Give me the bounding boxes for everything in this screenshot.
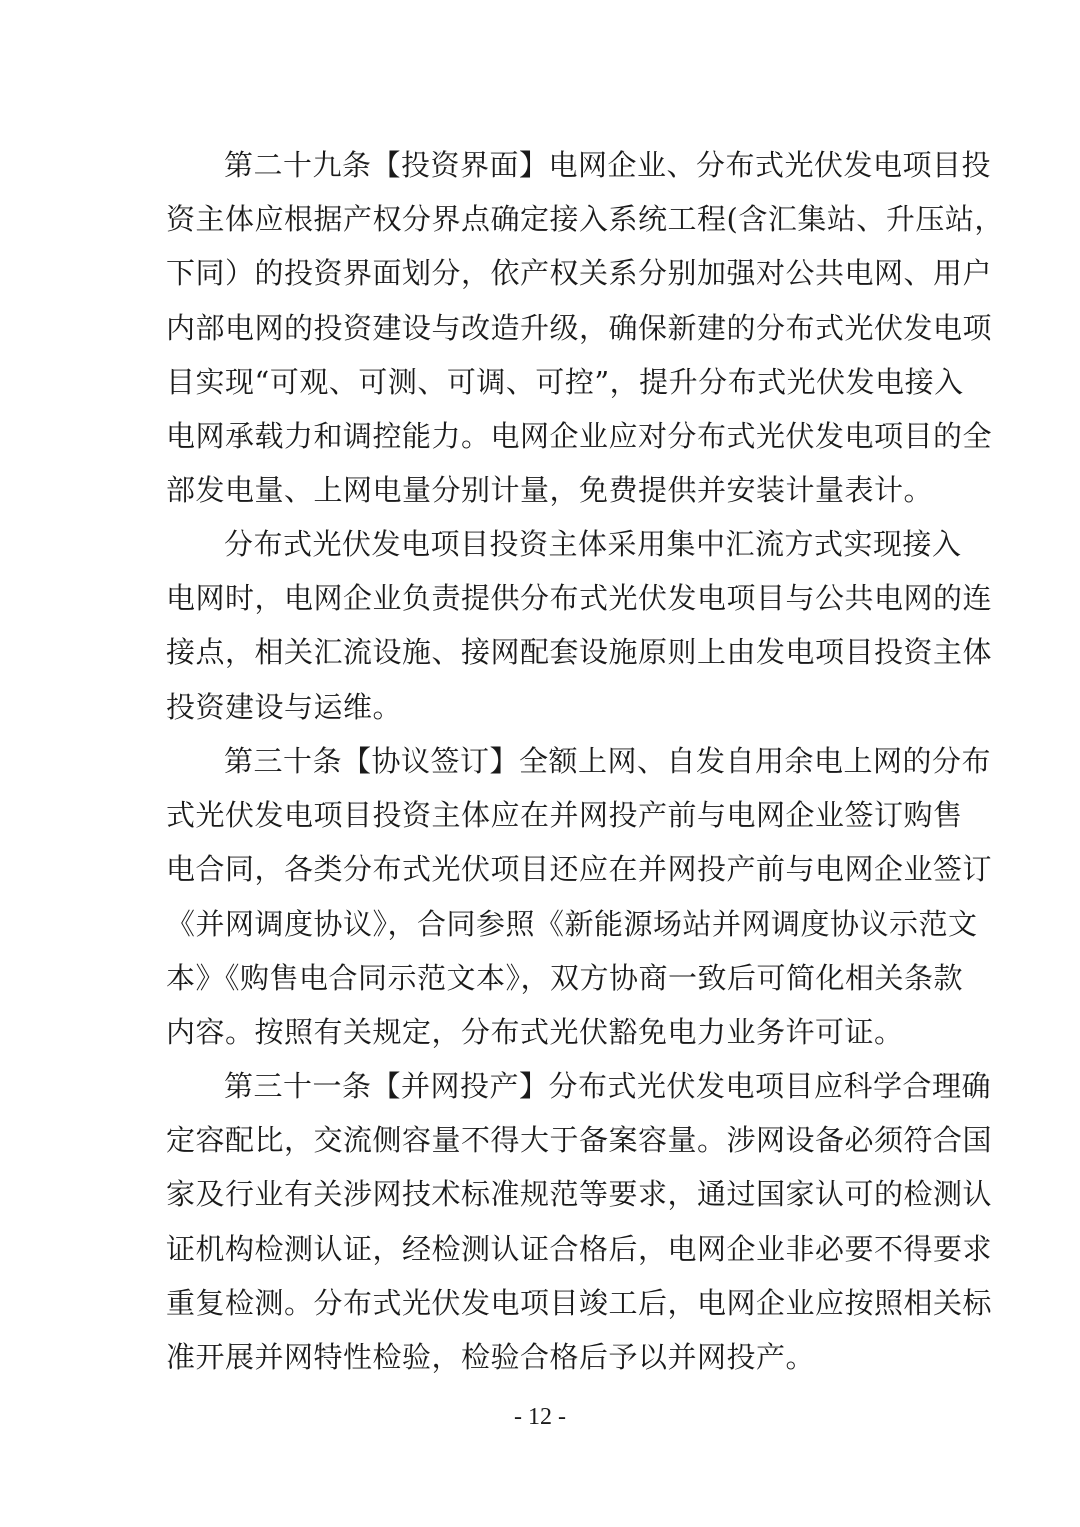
text-line: 电网时，电网企业负责提供分布式光伏发电项目与公共电网的连 [166,581,993,616]
article-31-paragraph [166,1059,993,1384]
text-line: 分布式光伏发电项目投资主体采用集中汇流方式实现接入 [224,527,962,561]
text-line: 准开展并网特性检验，检验合格后予以并网投产。 [166,1339,816,1374]
article-29-paragraph [166,138,1004,517]
text-line: 电合同，各类分布式光伏项目还应在并网投产前与电网企业签订 [166,852,993,887]
text-line: 证机构检测认证，经检测认证合格后，电网企业非必要不得要求 [166,1231,993,1266]
text-line: 接点，相关汇流设施、接网配套设施原则上由发电项目投资主体 [166,635,993,670]
text-line: 式光伏发电项目投资主体应在并网投产前与电网企业签订购售 [166,798,963,833]
text-line: 目实现“可观、可测、可调、可控”，提升分布式光伏发电接入 [166,364,964,399]
text-line: 投资建设与运维。 [166,689,403,724]
text-line: 本》《购售电合同示范文本》，双方协商一致后可简化相关条款 [166,960,964,995]
article-30-paragraph [166,734,993,1059]
article-29-second-paragraph [166,517,993,734]
text-line: 第二十九条【投资界面】电网企业、分布式光伏发电项目投 [224,148,992,182]
text-line: 内容。按照有关规定，分布式光伏豁免电力业务许可证。 [166,1014,904,1049]
text-line: 内部电网的投资建设与改造升级，确保新建的分布式光伏发电项 [166,310,993,345]
text-line: 电网承载力和调控能力。电网企业应对分布式光伏发电项目的全 [166,418,993,453]
text-line: 资主体应根据产权分界点确定接入系统工程(含汇集站、升压站， [166,202,1004,237]
text-line: 重复检测。分布式光伏发电项目竣工后，电网企业应按照相关标 [166,1285,993,1320]
text-line: 定容配比，交流侧容量不得大于备案容量。涉网设备必须符合国 [166,1123,993,1158]
text-line: 下同）的投资界面划分，依产权关系分别加强对公共电网、用户 [166,256,993,291]
text-line: 部发电量、上网电量分别计量，免费提供并安装计量表计。 [166,473,934,508]
text-line: 《并网调度协议》，合同参照《新能源场站并网调度协议示范文 [166,906,978,941]
page-number: - 12 - [514,1404,566,1430]
text-line: 第三十一条【并网投产】分布式光伏发电项目应科学合理确 [224,1069,992,1103]
text-line: 家及行业有关涉网技术标准规范等要求，通过国家认可的检测认 [166,1177,993,1212]
text-line: 第三十条【协议签订】全额上网、自发自用余电上网的分布 [224,744,992,778]
